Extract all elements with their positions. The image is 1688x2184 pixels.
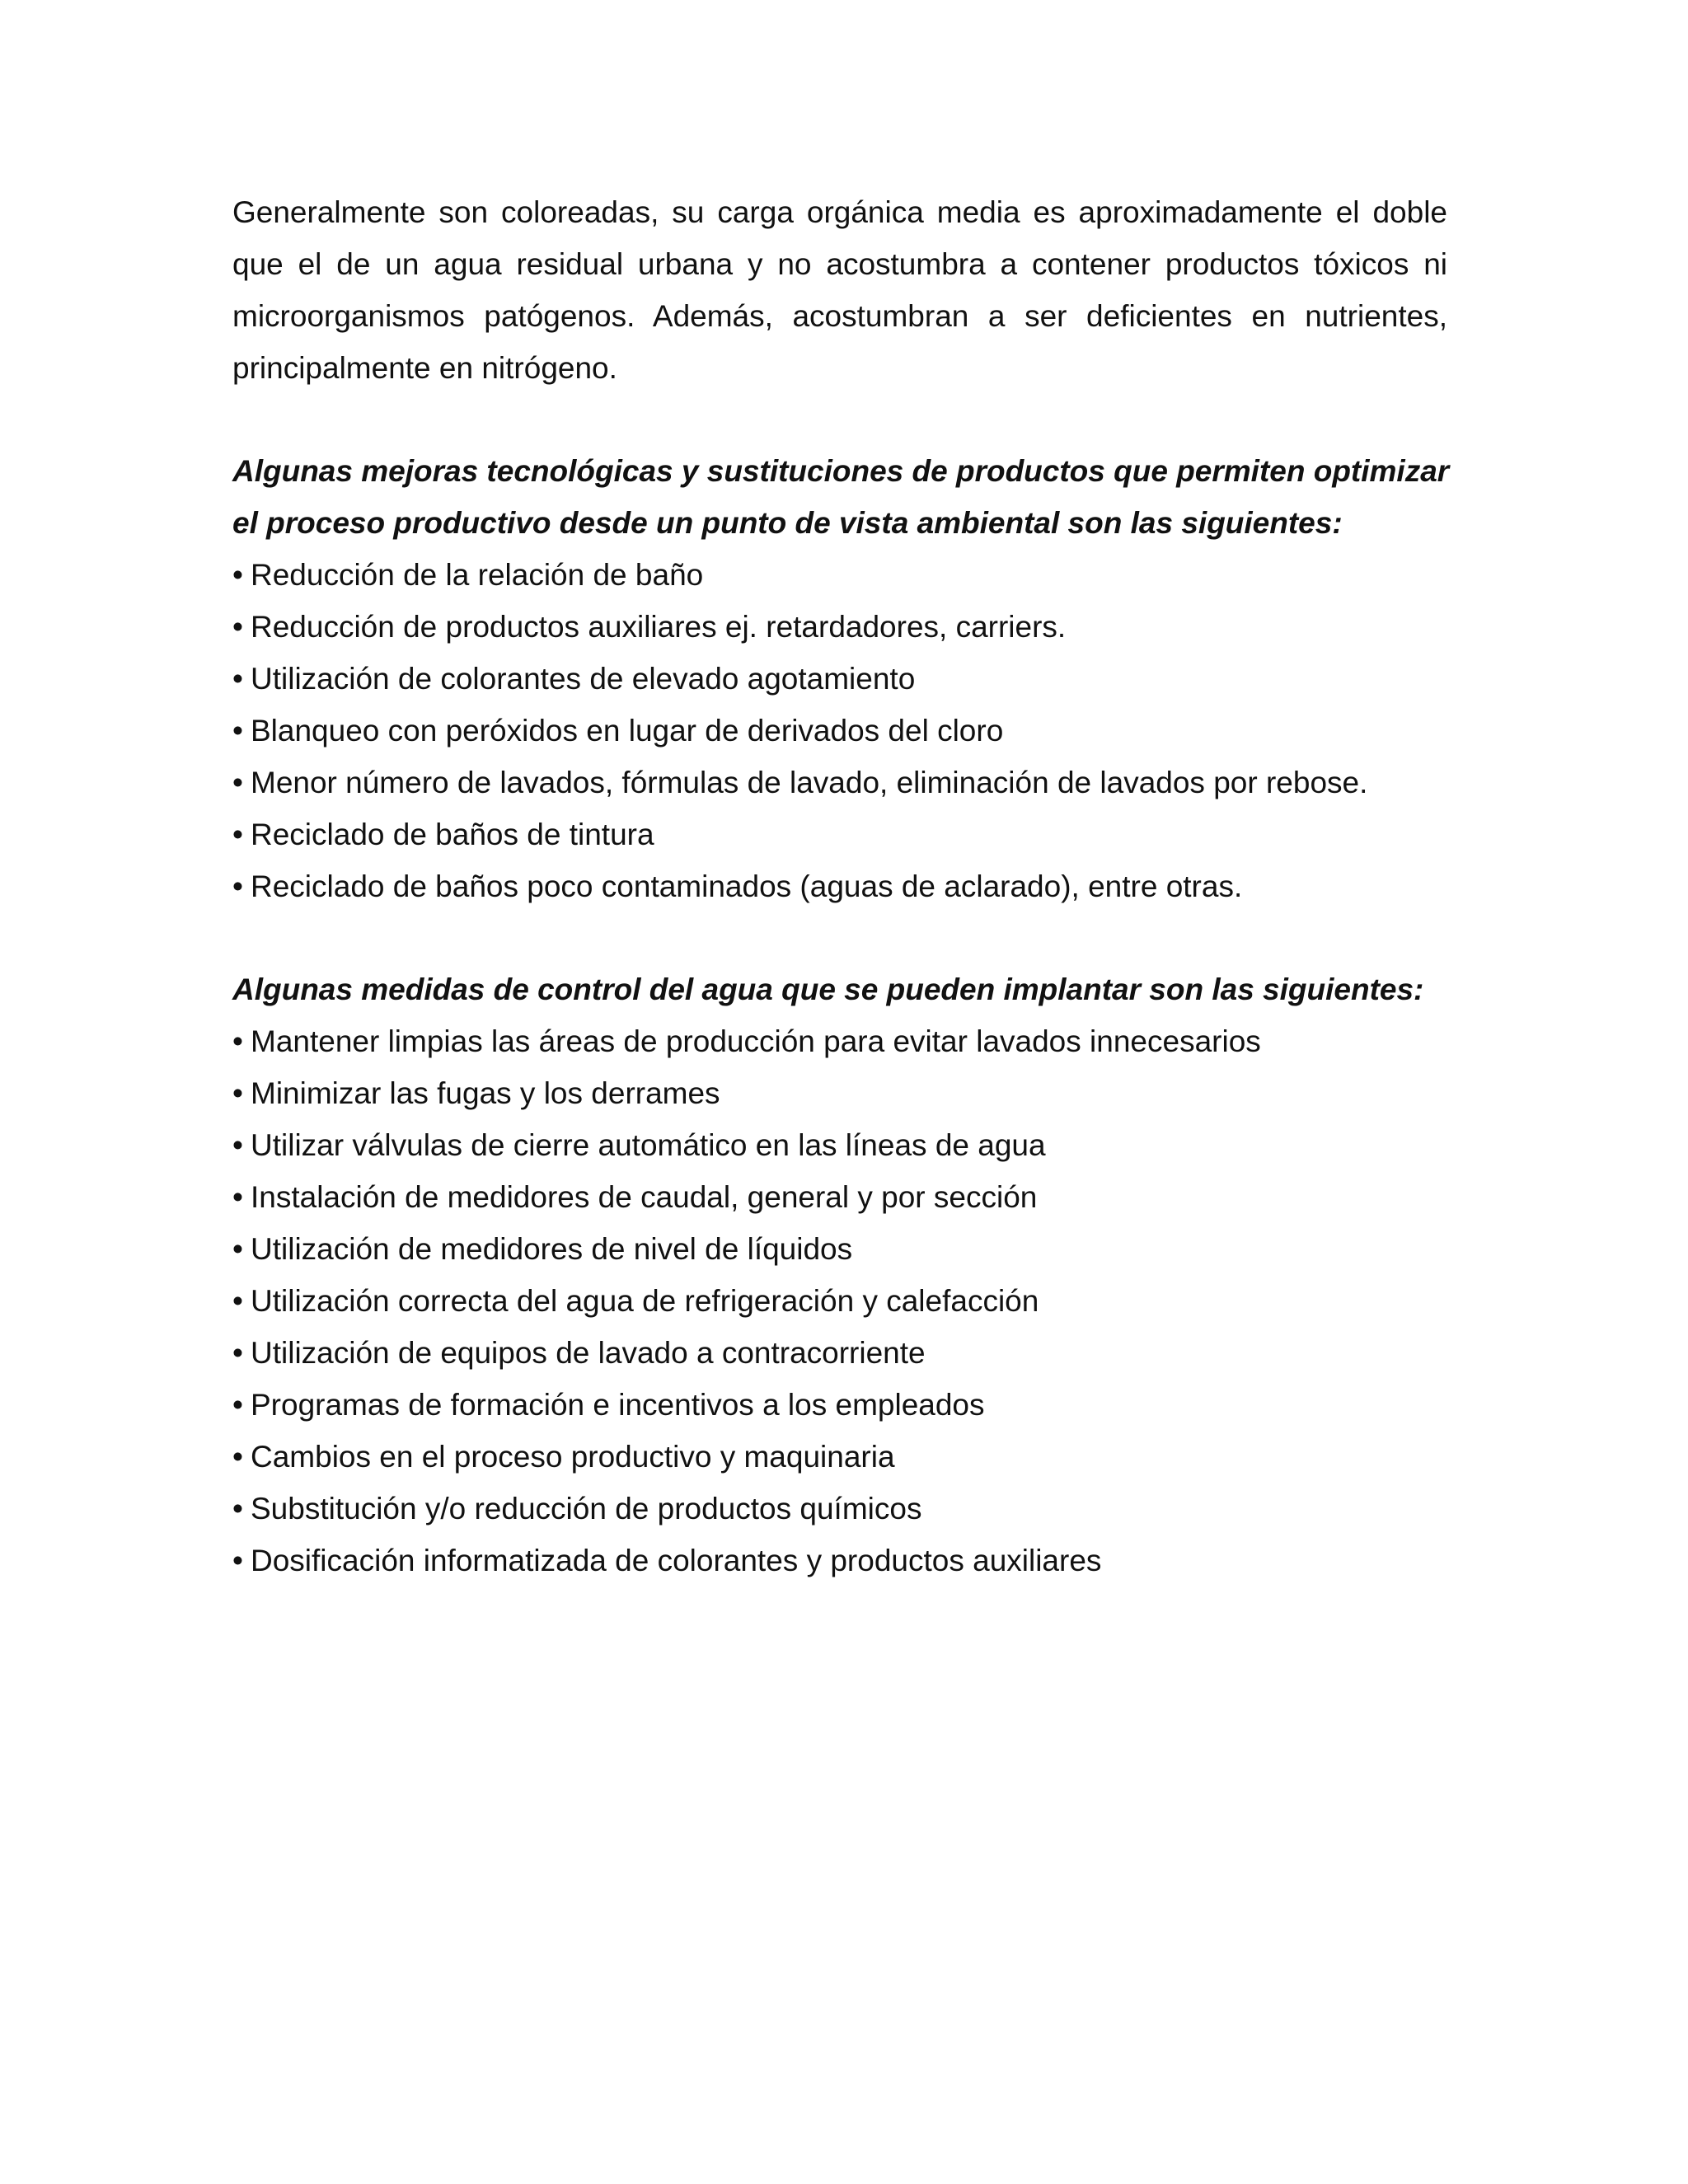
- water-control-section: [232, 963, 1447, 1586]
- improvements-heading: [232, 445, 1450, 549]
- list-item-text: Dosificación informatizada de colorantes y productos auxiliares: [251, 1544, 1102, 1577]
- improvements-list: [232, 549, 1447, 912]
- list-item: [232, 860, 1447, 912]
- list-item: [232, 705, 1447, 757]
- list-item: [232, 1431, 1447, 1483]
- list-item-text: Reducción de la relación de baño: [251, 558, 704, 592]
- list-item-text: Minimizar las fugas y los derrames: [251, 1076, 720, 1110]
- list-item: [232, 1015, 1447, 1067]
- bullet-icon: •: [232, 662, 243, 696]
- list-item: [232, 1119, 1447, 1171]
- list-item-text: Utilización de colorantes de elevado agotamiento: [251, 662, 916, 696]
- list-item: [232, 653, 1447, 705]
- bullet-icon: •: [232, 1076, 243, 1110]
- list-item: [232, 1171, 1447, 1223]
- improvements-heading-line-1: Algunas mejoras tecnológicas y sustituciones de productos que permiten optimizar: [232, 454, 1450, 488]
- list-item-text: Programas de formación e incentivos a los empleados: [251, 1388, 985, 1422]
- water-control-heading: Algunas medidas de control del agua que se pueden implantar son las siguientes:: [232, 972, 1424, 1006]
- list-item-text: Menor número de lavados, fórmulas de lavado, eliminación de lavados por rebose.: [251, 766, 1368, 799]
- list-item: [232, 1223, 1447, 1275]
- list-item: [232, 601, 1447, 653]
- improvements-heading-line-2: el proceso productivo desde un punto de vista ambiental son las siguientes:: [232, 506, 1343, 540]
- bullet-icon: •: [232, 766, 243, 799]
- bullet-icon: •: [232, 558, 243, 592]
- list-item-text: Utilización de equipos de lavado a contracorriente: [251, 1336, 926, 1370]
- list-item: [232, 808, 1447, 860]
- list-item-text: Reciclado de baños de tintura: [251, 818, 654, 851]
- list-item-text: Instalación de medidores de caudal, general y por sección: [251, 1180, 1038, 1214]
- list-item-text: Cambios en el proceso productivo y maquinaria: [251, 1440, 895, 1474]
- bullet-icon: •: [232, 1440, 243, 1474]
- list-item-text: Utilización correcta del agua de refrigeración y calefacción: [251, 1284, 1039, 1318]
- list-item: [232, 757, 1447, 808]
- list-item: [232, 1379, 1447, 1431]
- list-item-text: Mantener limpias las áreas de producción para evitar lavados innecesarios: [251, 1024, 1261, 1058]
- document-page: [232, 186, 1450, 1586]
- bullet-icon: •: [232, 1544, 243, 1577]
- bullet-icon: •: [232, 1024, 243, 1058]
- list-item: [232, 1483, 1447, 1535]
- list-item-text: Utilizar válvulas de cierre automático en las líneas de agua: [251, 1128, 1046, 1162]
- list-item-text: Blanqueo con peróxidos en lugar de derivados del cloro: [251, 714, 1004, 748]
- list-item-text: Reducción de productos auxiliares ej. retardadores, carriers.: [251, 610, 1067, 644]
- bullet-icon: •: [232, 714, 243, 748]
- bullet-icon: •: [232, 818, 243, 851]
- bullet-icon: •: [232, 610, 243, 644]
- list-item-text: Substitución y/o reducción de productos químicos: [251, 1492, 922, 1526]
- list-item-text: Utilización de medidores de nivel de líquidos: [251, 1232, 853, 1266]
- bullet-icon: •: [232, 1284, 243, 1318]
- bullet-icon: •: [232, 1180, 243, 1214]
- improvements-section: [232, 445, 1450, 912]
- list-item: [232, 1275, 1447, 1327]
- list-item: [232, 549, 1447, 601]
- bullet-icon: •: [232, 1336, 243, 1370]
- list-item: [232, 1067, 1447, 1119]
- bullet-icon: •: [232, 1492, 243, 1526]
- bullet-icon: •: [232, 1128, 243, 1162]
- list-item: [232, 1535, 1447, 1586]
- bullet-icon: •: [232, 1232, 243, 1266]
- bullet-icon: •: [232, 869, 243, 903]
- water-control-list: [232, 1015, 1447, 1586]
- intro-paragraph: Generalmente son coloreadas, su carga orgánica media es aproximadamente el doble que el de un agua residual urbana y no acostumbra a contener productos tóxicos ni microorganismos patógenos. Además, acostumbran a ser deficientes en nutrientes, principalmente en nitrógeno.: [232, 195, 1447, 385]
- list-item: [232, 1327, 1447, 1379]
- bullet-icon: •: [232, 1388, 243, 1422]
- list-item-text: Reciclado de baños poco contaminados (aguas de aclarado), entre otras.: [251, 869, 1243, 903]
